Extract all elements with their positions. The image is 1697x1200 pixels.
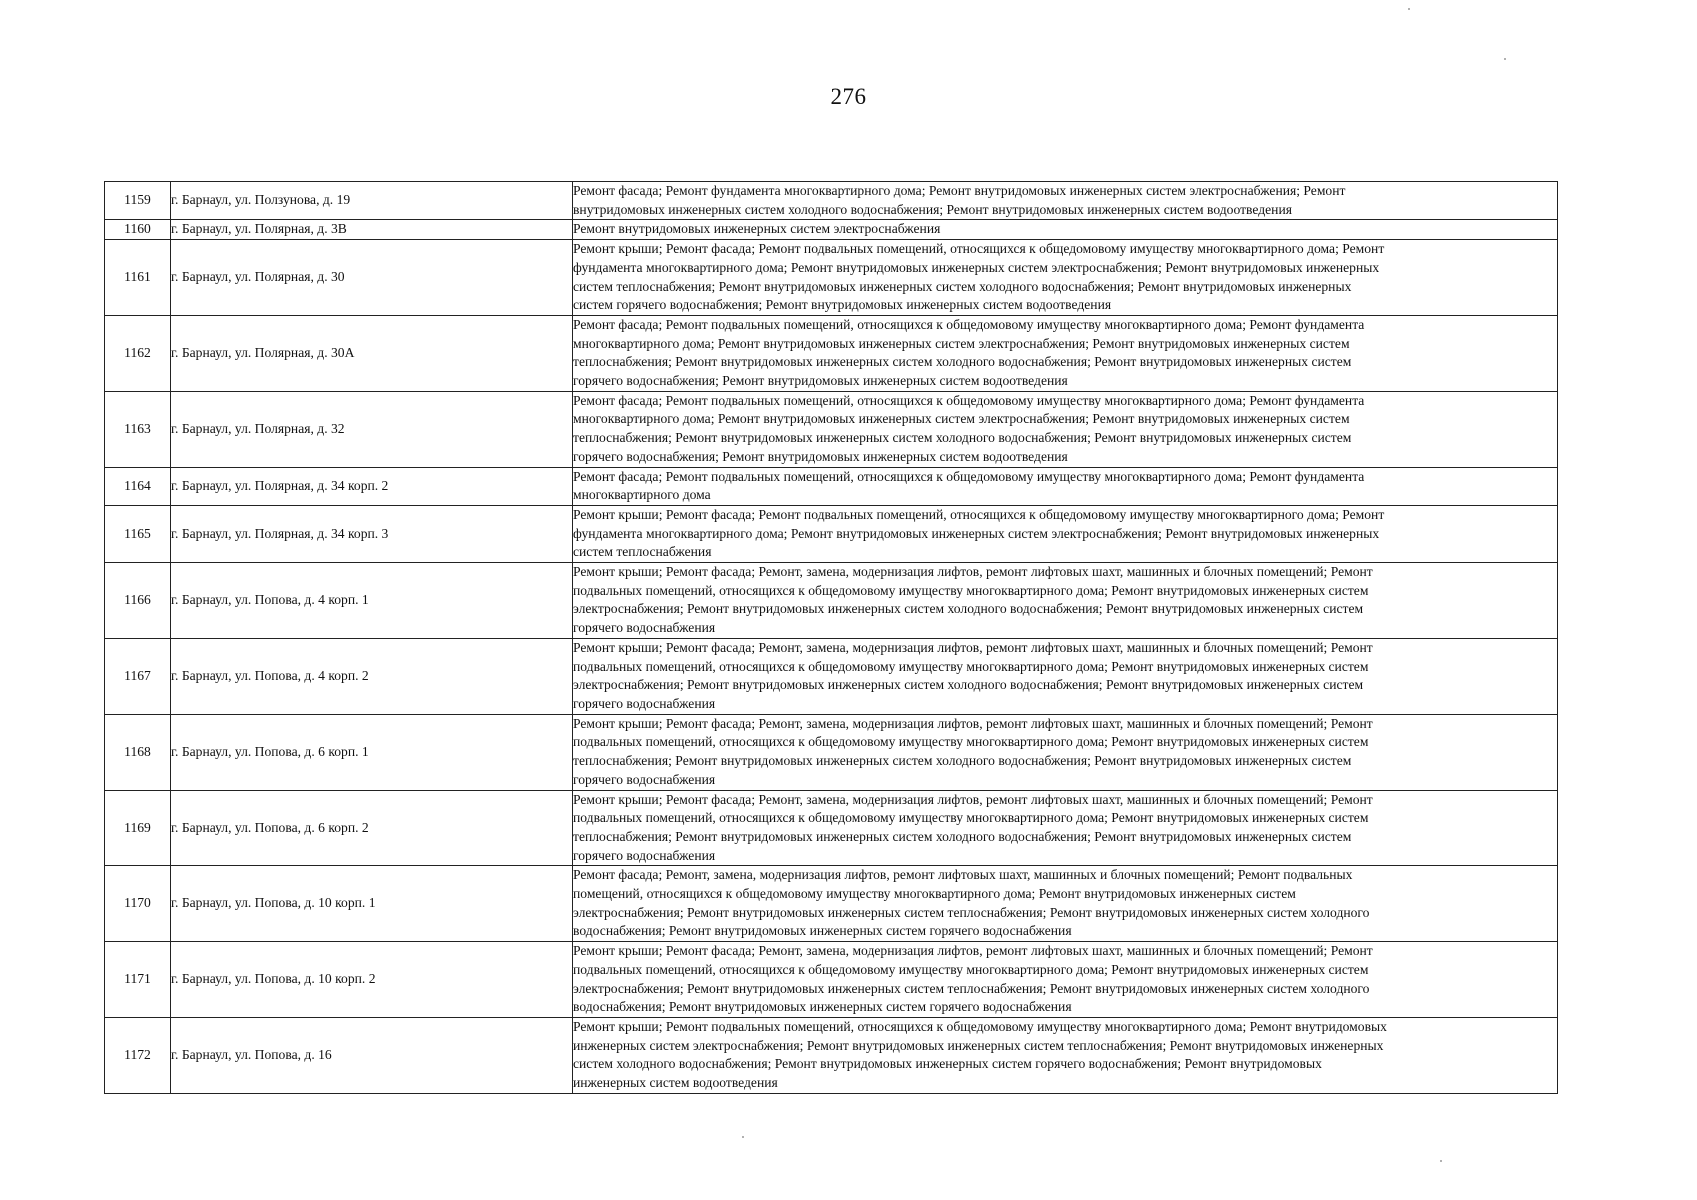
repair-works-line: систем теплоснабжения; Ремонт внутридомовых инженерных систем холодного водоснабжения; Ремонт внутридомовых инженерных: [573, 278, 1352, 294]
table-row: [105, 563, 1558, 639]
table-row: [105, 942, 1558, 1018]
building-address: г. Барнаул, ул. Попова, д. 10 корп. 1: [171, 866, 573, 942]
row-number: 1172: [105, 1017, 171, 1093]
repair-works: [573, 1017, 1558, 1093]
repair-works-line: Ремонт крыши; Ремонт фасада; Ремонт, замена, модернизация лифтов, ремонт лифтовых шахт, машинных и блочных помещений; Ремонт: [573, 564, 1373, 580]
repair-works-line: горячего водоснабжения: [573, 847, 716, 863]
table-row: [105, 790, 1558, 866]
row-number: 1163: [105, 391, 171, 467]
repair-works-line: внутридомовых инженерных систем холодного водоснабжения; Ремонт внутридомовых инженерных систем водоотведения: [573, 201, 1292, 217]
repair-works-line: подвальных помещений, относящихся к общедомовому имуществу многоквартирного дома; Ремонт внутридомовых инженерных систем: [573, 582, 1369, 598]
table-row: [105, 315, 1558, 391]
building-address: г. Барнаул, ул. Полярная, д. 34 корп. 2: [171, 467, 573, 505]
scan-speck: [1408, 8, 1410, 10]
repair-works-line: инженерных систем водоотведения: [573, 1075, 778, 1091]
repair-works-line: подвальных помещений, относящихся к общедомовому имуществу многоквартирного дома; Ремонт внутридомовых инженерных систем: [573, 658, 1369, 674]
repair-works: [573, 866, 1558, 942]
table-row: [105, 182, 1558, 220]
row-number: 1170: [105, 866, 171, 942]
building-address: г. Барнаул, ул. Ползунова, д. 19: [171, 182, 573, 220]
building-address: г. Барнаул, ул. Полярная, д. 32: [171, 391, 573, 467]
repair-works-line: теплоснабжения; Ремонт внутридомовых инженерных систем холодного водоснабжения; Ремонт внутридомовых инженерных систем: [573, 354, 1352, 370]
scan-speck: [1504, 58, 1506, 60]
repair-works: [573, 790, 1558, 866]
repair-works-line: систем теплоснабжения: [573, 544, 712, 560]
repair-works-line: многоквартирного дома: [573, 487, 711, 503]
repair-works-line: подвальных помещений, относящихся к общедомовому имуществу многоквартирного дома; Ремонт внутридомовых инженерных систем: [573, 810, 1369, 826]
repair-works-line: водоснабжения; Ремонт внутридомовых инженерных систем горячего водоснабжения: [573, 999, 1072, 1015]
repair-works-line: Ремонт крыши; Ремонт фасада; Ремонт подвальных помещений, относящихся к общедомовому имуществу многоквартирного дома; Ремонт: [573, 506, 1385, 522]
repair-works-line: инженерных систем электроснабжения; Ремонт внутридомовых инженерных систем теплоснабжения; Ремонт внутридомовых инженерных: [573, 1037, 1384, 1053]
repair-works-line: электроснабжения; Ремонт внутридомовых инженерных систем холодного водоснабжения; Ремонт внутридомовых инженерных систем: [573, 601, 1364, 617]
repair-works-line: Ремонт фасада; Ремонт подвальных помещений, относящихся к общедомовому имуществу многоквартирного дома; Ремонт фундамента: [573, 468, 1365, 484]
repair-works-line: теплоснабжения; Ремонт внутридомовых инженерных систем холодного водоснабжения; Ремонт внутридомовых инженерных систем: [573, 753, 1352, 769]
repair-works: [573, 315, 1558, 391]
repair-works-line: многоквартирного дома; Ремонт внутридомовых инженерных систем электроснабжения; Ремонт внутридомовых инженерных систем: [573, 335, 1350, 351]
building-address: г. Барнаул, ул. Полярная, д. 34 корп. 3: [171, 505, 573, 562]
scan-speck: [1440, 1160, 1442, 1162]
repair-works: [573, 714, 1558, 790]
table-row: [105, 220, 1558, 240]
repair-works: [573, 220, 1558, 240]
repair-works-line: Ремонт фасада; Ремонт, замена, модернизация лифтов, ремонт лифтовых шахт, машинных и блочных помещений; Ремонт подвальных: [573, 867, 1353, 883]
repair-works-line: Ремонт крыши; Ремонт фасада; Ремонт, замена, модернизация лифтов, ремонт лифтовых шахт, машинных и блочных помещений; Ремонт: [573, 943, 1373, 959]
repair-works-line: горячего водоснабжения: [573, 695, 716, 711]
repair-works-line: подвальных помещений, относящихся к общедомовому имуществу многоквартирного дома; Ремонт внутридомовых инженерных систем: [573, 961, 1369, 977]
repair-works-line: электроснабжения; Ремонт внутридомовых инженерных систем теплоснабжения; Ремонт внутридомовых инженерных систем холодного: [573, 980, 1370, 996]
building-address: г. Барнаул, ул. Попова, д. 16: [171, 1017, 573, 1093]
repair-works-line: Ремонт крыши; Ремонт фасада; Ремонт подвальных помещений, относящихся к общедомовому имуществу многоквартирного дома; Ремонт: [573, 241, 1385, 257]
repair-works-line: Ремонт крыши; Ремонт подвальных помещений, относящихся к общедомовому имуществу многоквартирного дома; Ремонт внутридомовых: [573, 1018, 1387, 1034]
repair-works: [573, 467, 1558, 505]
table-row: [105, 866, 1558, 942]
building-address: г. Барнаул, ул. Попова, д. 6 корп. 1: [171, 714, 573, 790]
building-address: г. Барнаул, ул. Полярная, д. 30А: [171, 315, 573, 391]
repair-works-line: помещений, относящихся к общедомовому имуществу многоквартирного дома; Ремонт внутридомовых инженерных систем: [573, 886, 1296, 902]
building-address: г. Барнаул, ул. Полярная, д. 30: [171, 240, 573, 316]
repair-works-line: многоквартирного дома; Ремонт внутридомовых инженерных систем электроснабжения; Ремонт внутридомовых инженерных систем: [573, 411, 1350, 427]
scan-speck: [742, 1136, 744, 1138]
repair-works-line: систем горячего водоснабжения; Ремонт внутридомовых инженерных систем водоотведения: [573, 297, 1112, 313]
repair-works-line: горячего водоснабжения: [573, 620, 716, 636]
repair-works-line: Ремонт крыши; Ремонт фасада; Ремонт, замена, модернизация лифтов, ремонт лифтовых шахт, машинных и блочных помещений; Ремонт: [573, 639, 1373, 655]
repair-works-line: горячего водоснабжения; Ремонт внутридомовых инженерных систем водоотведения: [573, 448, 1068, 464]
row-number: 1167: [105, 638, 171, 714]
building-address: г. Барнаул, ул. Попова, д. 4 корп. 2: [171, 638, 573, 714]
page-number: 276: [830, 84, 867, 109]
table-row: [105, 467, 1558, 505]
repair-works-line: Ремонт фасада; Ремонт подвальных помещений, относящихся к общедомовому имуществу многоквартирного дома; Ремонт фундамента: [573, 316, 1365, 332]
table-body: [105, 182, 1558, 1094]
repair-works: [573, 942, 1558, 1018]
building-address: г. Барнаул, ул. Попова, д. 10 корп. 2: [171, 942, 573, 1018]
row-number: 1164: [105, 467, 171, 505]
row-number: 1162: [105, 315, 171, 391]
repair-works-line: Ремонт крыши; Ремонт фасада; Ремонт, замена, модернизация лифтов, ремонт лифтовых шахт, машинных и блочных помещений; Ремонт: [573, 715, 1373, 731]
building-address: г. Барнаул, ул. Попова, д. 6 корп. 2: [171, 790, 573, 866]
repair-works-line: электроснабжения; Ремонт внутридомовых инженерных систем теплоснабжения; Ремонт внутридомовых инженерных систем холодного: [573, 904, 1370, 920]
row-number: 1161: [105, 240, 171, 316]
row-number: 1165: [105, 505, 171, 562]
table-row: [105, 240, 1558, 316]
repair-works: [573, 638, 1558, 714]
repair-works-line: Ремонт крыши; Ремонт фасада; Ремонт, замена, модернизация лифтов, ремонт лифтовых шахт, машинных и блочных помещений; Ремонт: [573, 791, 1373, 807]
repair-works-line: теплоснабжения; Ремонт внутридомовых инженерных систем холодного водоснабжения; Ремонт внутридомовых инженерных систем: [573, 828, 1352, 844]
row-number: 1171: [105, 942, 171, 1018]
repair-works-line: теплоснабжения; Ремонт внутридомовых инженерных систем холодного водоснабжения; Ремонт внутридомовых инженерных систем: [573, 430, 1352, 446]
repair-works-line: систем холодного водоснабжения; Ремонт внутридомовых инженерных систем горячего водоснабжения; Ремонт внутридомовых: [573, 1056, 1322, 1072]
building-address: г. Барнаул, ул. Полярная, д. 3В: [171, 220, 573, 240]
table-row: [105, 714, 1558, 790]
repair-works-line: Ремонт фасада; Ремонт подвальных помещений, относящихся к общедомовому имуществу многоквартирного дома; Ремонт фундамента: [573, 392, 1365, 408]
row-number: 1159: [105, 182, 171, 220]
row-number: 1166: [105, 563, 171, 639]
repair-works-line: фундамента многоквартирного дома; Ремонт внутридомовых инженерных систем электроснабжения; Ремонт внутридомовых инженерных: [573, 525, 1380, 541]
table-row: [105, 638, 1558, 714]
repair-works: [573, 563, 1558, 639]
repair-works: [573, 182, 1558, 220]
repair-works-line: фундамента многоквартирного дома; Ремонт внутридомовых инженерных систем электроснабжения; Ремонт внутридомовых инженерных: [573, 259, 1380, 275]
repair-works-line: электроснабжения; Ремонт внутридомовых инженерных систем холодного водоснабжения; Ремонт внутридомовых инженерных систем: [573, 677, 1364, 693]
table-row: [105, 505, 1558, 562]
row-number: 1160: [105, 220, 171, 240]
repair-works-line: Ремонт фасада; Ремонт фундамента многоквартирного дома; Ремонт внутридомовых инженерных систем электроснабжения; Ремонт: [573, 183, 1346, 198]
repair-works: [573, 240, 1558, 316]
row-number: 1168: [105, 714, 171, 790]
building-repair-table: [104, 181, 1558, 1094]
building-address: г. Барнаул, ул. Попова, д. 4 корп. 1: [171, 563, 573, 639]
repair-works-line: водоснабжения; Ремонт внутридомовых инженерных систем горячего водоснабжения: [573, 923, 1072, 939]
repair-works-line: подвальных помещений, относящихся к общедомовому имуществу многоквартирного дома; Ремонт внутридомовых инженерных систем: [573, 734, 1369, 750]
repair-works-line: горячего водоснабжения; Ремонт внутридомовых инженерных систем водоотведения: [573, 373, 1068, 389]
repair-works: [573, 505, 1558, 562]
table-row: [105, 1017, 1558, 1093]
row-number: 1169: [105, 790, 171, 866]
repair-works-line: Ремонт внутридомовых инженерных систем электроснабжения: [573, 221, 941, 237]
table-row: [105, 391, 1558, 467]
repair-works: [573, 391, 1558, 467]
repair-works-line: горячего водоснабжения: [573, 771, 716, 787]
